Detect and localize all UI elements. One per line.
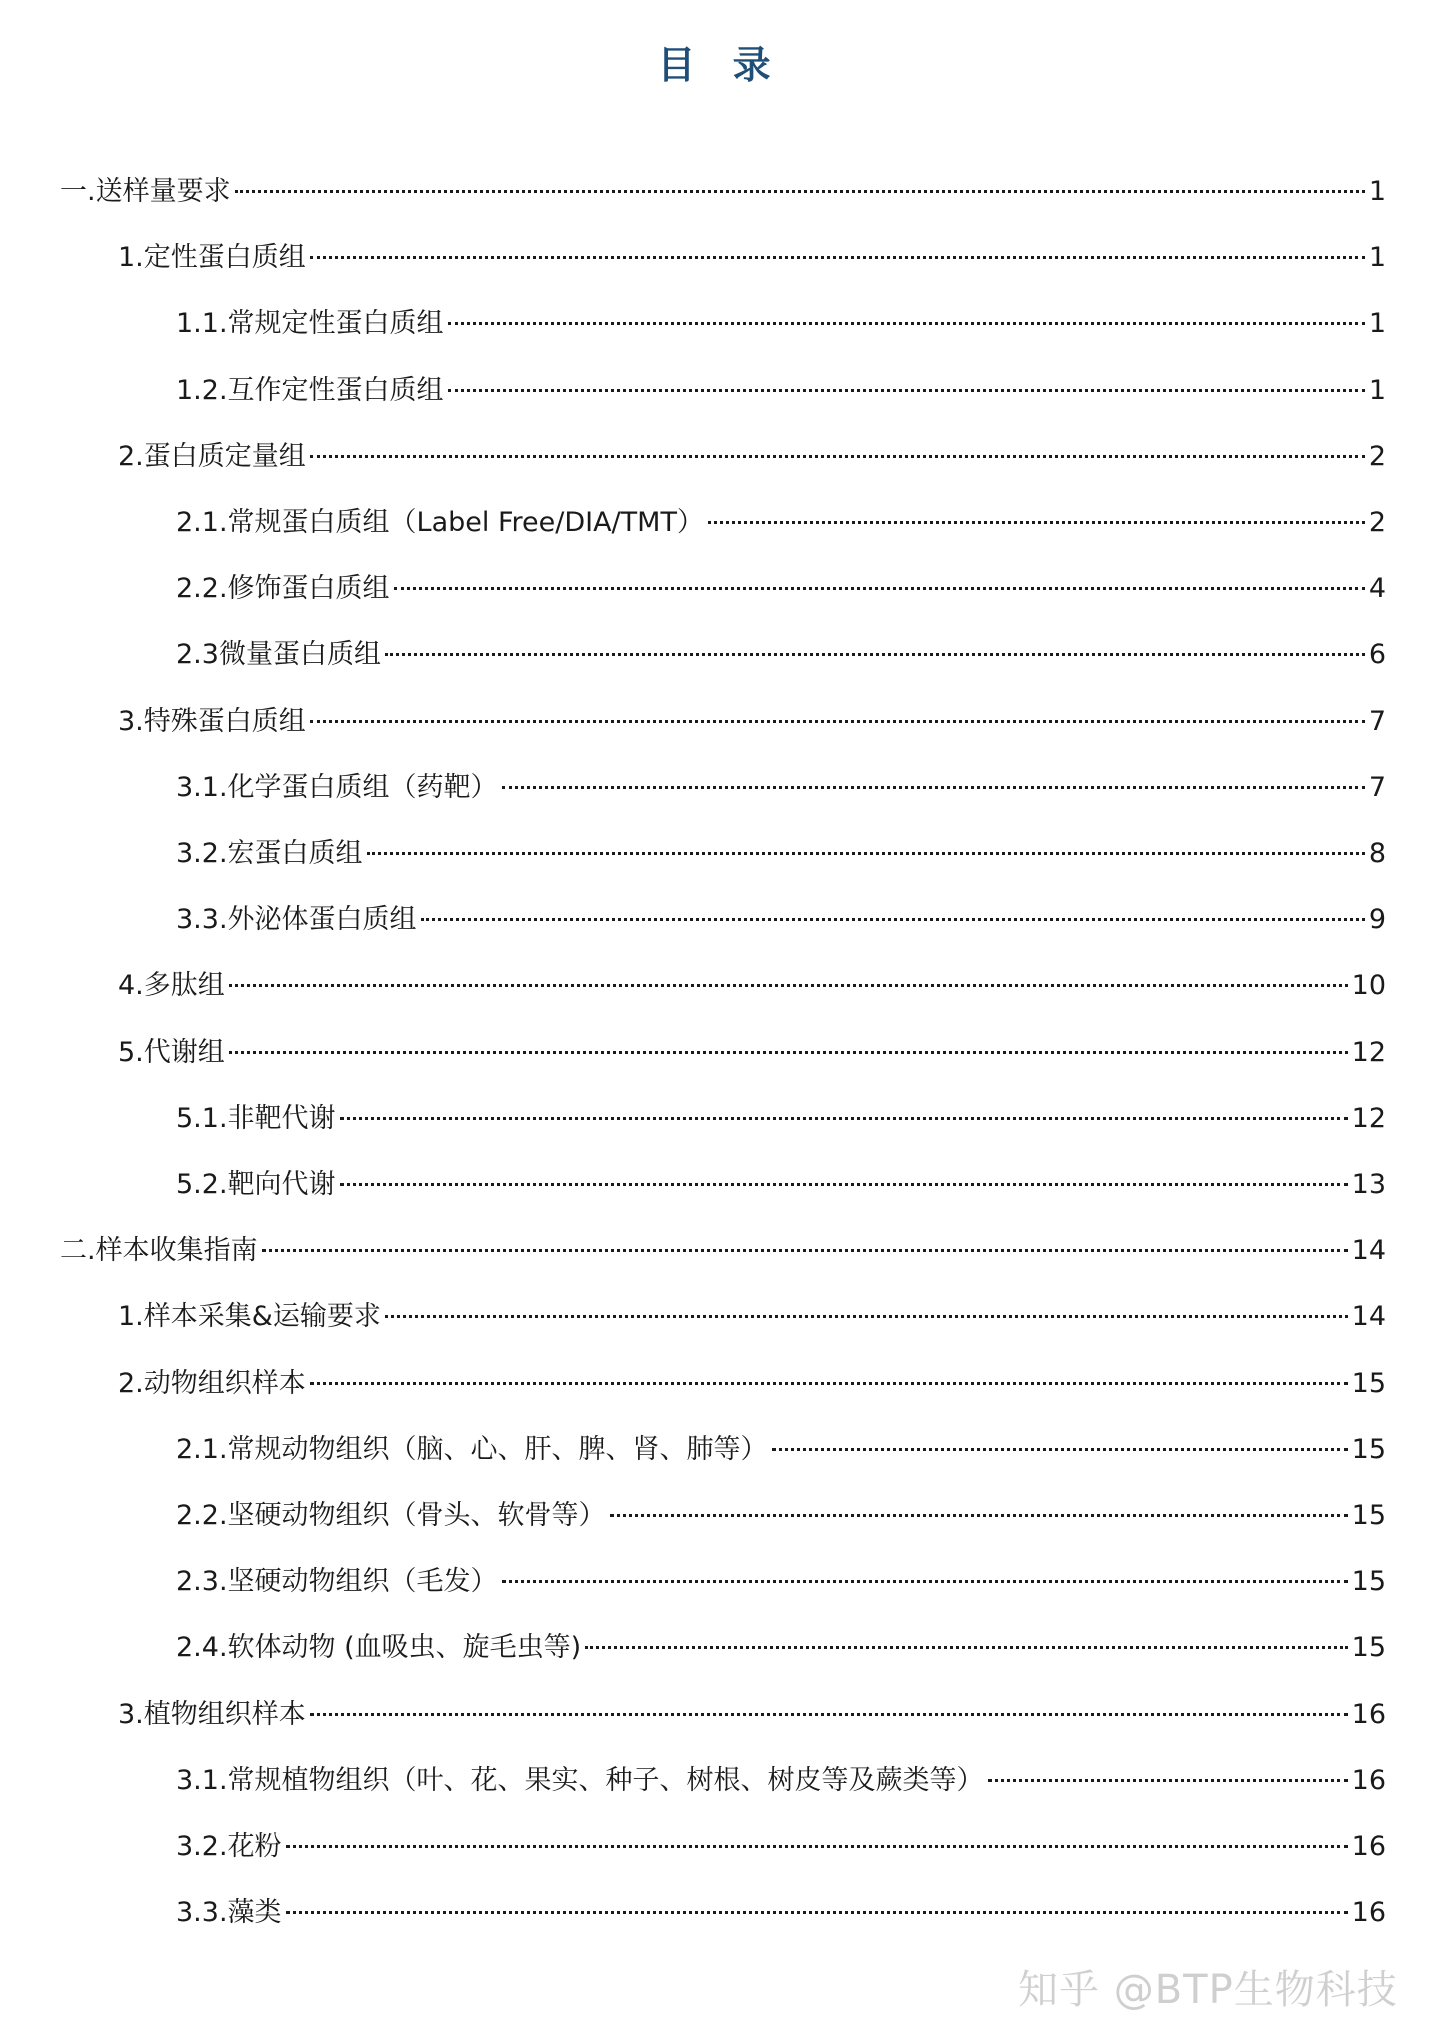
toc-entry-page-number: 2 xyxy=(1368,441,1386,472)
toc-entry-label: 5.2.靶向代谢 xyxy=(176,1169,336,1200)
toc-entry-page-number: 16 xyxy=(1351,1897,1386,1928)
toc-entry[interactable] xyxy=(118,964,1386,1008)
toc-entry[interactable] xyxy=(60,1229,1386,1273)
toc-entry-label: 4.多肽组 xyxy=(118,970,225,1001)
toc-entry[interactable] xyxy=(118,700,1386,744)
toc-entry[interactable] xyxy=(118,236,1386,280)
toc-entry[interactable] xyxy=(176,1891,1386,1935)
toc-entry-label: 5.1.非靶代谢 xyxy=(176,1103,336,1134)
toc-entry-page-number: 1 xyxy=(1368,242,1386,273)
toc-entry-label: 1.样本采集&运输要求 xyxy=(118,1301,381,1332)
toc-entry-page-number: 15 xyxy=(1351,1500,1386,1531)
toc-entry-page-number: 10 xyxy=(1351,970,1386,1001)
toc-entry-page-number: 1 xyxy=(1368,375,1386,406)
toc-entry-page-number: 12 xyxy=(1351,1037,1386,1068)
dot-leader xyxy=(385,1315,1348,1318)
toc-entry[interactable] xyxy=(176,501,1386,545)
toc-entry[interactable] xyxy=(176,1494,1386,1538)
dot-leader xyxy=(988,1779,1348,1782)
dot-leader xyxy=(229,984,1348,987)
toc-entry-label: 5.代谢组 xyxy=(118,1037,225,1068)
toc-entry-label: 2.2.坚硬动物组织（骨头、软骨等） xyxy=(176,1500,606,1531)
dot-leader xyxy=(310,455,1365,458)
toc-entry-label: 3.植物组织样本 xyxy=(118,1699,306,1730)
toc-entry-page-number: 15 xyxy=(1351,1632,1386,1663)
dot-leader xyxy=(772,1448,1348,1451)
toc-entry-label: 2.1.常规动物组织（脑、心、肝、脾、肾、肺等） xyxy=(176,1434,768,1465)
toc-entry-page-number: 15 xyxy=(1351,1368,1386,1399)
toc-entry[interactable] xyxy=(118,435,1386,479)
dot-leader xyxy=(385,653,1365,656)
toc-entry-label: 3.2.花粉 xyxy=(176,1831,282,1862)
toc-entry-label: 3.3.藻类 xyxy=(176,1897,282,1928)
toc-entry[interactable] xyxy=(176,1825,1386,1869)
dot-leader xyxy=(310,1382,1348,1385)
toc-entry-label: 2.3.坚硬动物组织（毛发） xyxy=(176,1566,498,1597)
toc-entry-page-number: 7 xyxy=(1368,772,1386,803)
dot-leader xyxy=(229,1051,1348,1054)
watermark: 知乎 @BTP生物科技 xyxy=(1018,1967,1398,2013)
toc-entry-page-number: 14 xyxy=(1351,1301,1386,1332)
toc-entry-label: 2.1.常规蛋白质组（Label Free/DIA/TMT） xyxy=(176,507,704,538)
toc-entry-page-number: 2 xyxy=(1368,507,1386,538)
toc-entry-page-number: 12 xyxy=(1351,1103,1386,1134)
dot-leader xyxy=(585,1646,1347,1649)
toc-entry-page-number: 7 xyxy=(1368,706,1386,737)
dot-leader xyxy=(286,1911,1348,1914)
toc-entry-page-number: 13 xyxy=(1351,1169,1386,1200)
toc-entry-label: 3.1.常规植物组织（叶、花、果实、种子、树根、树皮等及蕨类等） xyxy=(176,1765,984,1796)
dot-leader xyxy=(340,1183,1348,1186)
dot-leader xyxy=(340,1117,1348,1120)
dot-leader xyxy=(502,786,1365,789)
toc-entry[interactable] xyxy=(118,1031,1386,1075)
dot-leader xyxy=(708,521,1365,524)
toc-entry-label: 2.4.软体动物 (血吸虫、旋毛虫等) xyxy=(176,1632,582,1663)
toc-entry[interactable] xyxy=(176,1626,1386,1670)
dot-leader xyxy=(448,389,1365,392)
toc-entry[interactable] xyxy=(176,898,1386,942)
toc-entry[interactable] xyxy=(176,1560,1386,1604)
dot-leader xyxy=(448,322,1365,325)
toc-entry-label: 2.2.修饰蛋白质组 xyxy=(176,573,390,604)
dot-leader xyxy=(310,720,1365,723)
toc-entry[interactable] xyxy=(176,832,1386,876)
toc-entry[interactable] xyxy=(176,1759,1386,1803)
toc-entry-page-number: 6 xyxy=(1368,639,1386,670)
toc-entry[interactable] xyxy=(118,1295,1386,1339)
toc-entry[interactable] xyxy=(176,567,1386,611)
toc-entry-label: 1.定性蛋白质组 xyxy=(118,242,306,273)
toc-entry-label: 2.蛋白质定量组 xyxy=(118,441,306,472)
toc-entry-label: 2.3微量蛋白质组 xyxy=(176,639,381,670)
toc-entry-page-number: 15 xyxy=(1351,1566,1386,1597)
toc-entry-label: 1.1.常规定性蛋白质组 xyxy=(176,308,444,339)
toc-entry[interactable] xyxy=(176,1428,1386,1472)
toc-entry-label: 二.样本收集指南 xyxy=(60,1235,258,1266)
toc-entry[interactable] xyxy=(60,170,1386,214)
toc-entry-page-number: 1 xyxy=(1368,176,1386,207)
toc-entry[interactable] xyxy=(176,633,1386,677)
toc-entry-page-number: 16 xyxy=(1351,1765,1386,1796)
toc-entry[interactable] xyxy=(118,1362,1386,1406)
dot-leader xyxy=(421,918,1365,921)
toc-entry-page-number: 1 xyxy=(1368,308,1386,339)
toc-entry[interactable] xyxy=(176,766,1386,810)
toc-entry-label: 一.送样量要求 xyxy=(60,176,231,207)
toc-entry-label: 3.1.化学蛋白质组（药靶） xyxy=(176,772,498,803)
page-title: 目 录 xyxy=(657,43,783,87)
toc-entry[interactable] xyxy=(176,1097,1386,1141)
dot-leader xyxy=(610,1514,1348,1517)
toc-entry-page-number: 15 xyxy=(1351,1434,1386,1465)
dot-leader xyxy=(286,1845,1348,1848)
toc-entry-label: 1.2.互作定性蛋白质组 xyxy=(176,375,444,406)
toc-entry-label: 2.动物组织样本 xyxy=(118,1368,306,1399)
dot-leader xyxy=(310,1713,1348,1716)
toc-entry[interactable] xyxy=(176,302,1386,346)
toc-entry-page-number: 14 xyxy=(1351,1235,1386,1266)
toc-entry-page-number: 8 xyxy=(1368,838,1386,869)
toc-entry-page-number: 9 xyxy=(1368,904,1386,935)
dot-leader xyxy=(310,256,1365,259)
toc-entry[interactable] xyxy=(176,1163,1386,1207)
dot-leader xyxy=(367,852,1365,855)
toc-entry-label: 3.2.宏蛋白质组 xyxy=(176,838,363,869)
dot-leader xyxy=(262,1249,1348,1252)
dot-leader xyxy=(502,1580,1348,1583)
toc-entry-page-number: 4 xyxy=(1368,573,1386,604)
toc-entry[interactable] xyxy=(118,1693,1386,1737)
toc-entry-label: 3.3.外泌体蛋白质组 xyxy=(176,904,417,935)
toc-entry-page-number: 16 xyxy=(1351,1831,1386,1862)
toc-entry-label: 3.特殊蛋白质组 xyxy=(118,706,306,737)
toc-entry-page-number: 16 xyxy=(1351,1699,1386,1730)
dot-leader xyxy=(235,190,1365,193)
toc-entry[interactable] xyxy=(176,369,1386,413)
dot-leader xyxy=(394,587,1365,590)
